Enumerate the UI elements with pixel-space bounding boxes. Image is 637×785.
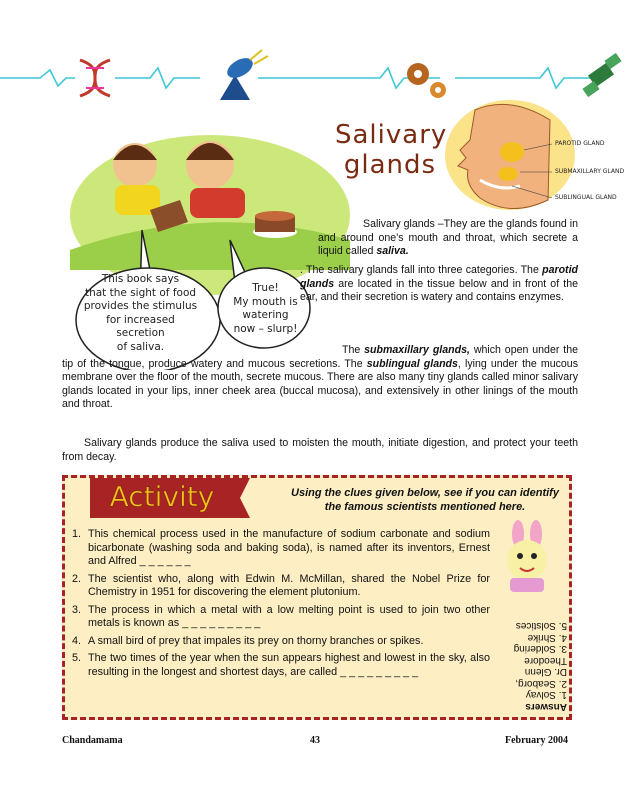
list-item <box>68 635 490 649</box>
text-run: Salivary glands –They are the glands found in and around one's mouth and throat, which secrete a liquid called <box>318 218 578 257</box>
clue-text: This chemical process used in the manufacture of sodium carbonate and sodium bicarbonate (washing soda and baking soda), is named after its inventors, Ernest and Alfred _ _ _ _ _ _ <box>88 528 490 567</box>
answer-item: 3. Soldering <box>513 643 567 655</box>
bubble-line: This book says <box>101 273 180 285</box>
satellite-icon <box>582 53 621 97</box>
paragraph-submaxillary <box>62 344 578 412</box>
text-run: , lying under the mucous membrane over the floor of the mouth, secrete mucous. There are also many tiny glands called minor salivary glands located in your lips, inner cheek area (buccal mucosa), and extensively in other linings of the mouth and throat. <box>62 357 578 410</box>
text-run: which open under the tip of the tongue, produce watery and mucous secretions. The <box>62 344 578 370</box>
rabbit-icon <box>490 520 565 595</box>
bubble-line: for increased <box>106 313 175 326</box>
label-submaxillary: SUBMAXILLARY GLAND <box>555 168 625 175</box>
salivary-gland-diagram <box>440 100 630 220</box>
paragraph-intro <box>318 218 578 259</box>
term-submaxillary: submaxillary glands, <box>364 344 470 356</box>
text-run: are located in the tissue below and in front of the ear, and their secretion is watery and contains enzymes. <box>300 277 578 303</box>
page-title <box>335 120 448 180</box>
paragraph-function: Salivary glands produce the saliva used to moisten the mouth, initiate digestion, and protect your teeth from decay. <box>62 437 578 463</box>
answer-item: 1. Solvay <box>525 689 567 701</box>
clue-number: 2. <box>72 572 82 585</box>
footer-publication: Chandamama <box>62 735 123 746</box>
bubble-line: provides the stimulus <box>83 300 198 312</box>
clue-text: A small bird of prey that impales its prey on thorny branches or spikes. <box>88 634 424 647</box>
answer-item: 4. Shrike <box>527 632 567 643</box>
answer-item: 2. Seaborg, <box>515 678 567 689</box>
title-line-2: glands <box>343 150 437 180</box>
list-item <box>68 604 490 631</box>
clue-number: 1. <box>72 528 82 540</box>
clue-text: The two times of the year when the sun appears highest and lowest in the sky, also resulting in the longest and shortest days, are called _ _ _ _ _ _ _ _ _ <box>88 652 490 678</box>
text-run: The <box>342 344 365 356</box>
bubble-line: True! <box>252 282 279 294</box>
bubble-line: watering <box>242 309 289 321</box>
list-item <box>68 528 490 569</box>
dna-icon <box>75 58 115 98</box>
answer-item: 5. Solstices <box>515 620 567 632</box>
list-item <box>68 652 490 679</box>
paragraph-categories <box>300 264 578 305</box>
gear-icon <box>407 63 446 98</box>
answer-item: Theodore <box>524 655 567 666</box>
bubble-line: My mouth is <box>233 295 298 308</box>
label-sublingual: SUBLINGUAL GLAND <box>555 194 617 201</box>
bubble-line: that the sight of food <box>84 286 197 299</box>
text-run: . The salivary glands fall into three categories. The <box>300 264 543 276</box>
activity-intro: Using the clues given below, see if you can identify the famous scientists mentioned here. <box>291 487 559 513</box>
answers-title: Answers <box>525 701 567 712</box>
answers-block <box>495 600 567 712</box>
bubble-line: secretion <box>116 327 165 339</box>
clue-text: The process in which a metal with a low melting point is used to join two other metals is known as _ _ _ _ _ _ _ _ _ <box>88 603 490 629</box>
clue-text: The scientist who, along with Edwin M. McMillan, shared the Nobel Prize for Chemistry in 1951 for discovering the element plutonium. <box>88 572 490 598</box>
term-saliva: saliva. <box>376 245 409 257</box>
head-illustration <box>440 100 630 220</box>
clue-number: 4. <box>72 634 82 647</box>
term-sublingual: sublingual glands <box>366 357 458 370</box>
term-parotid: parotid glands <box>300 264 578 290</box>
bubble-line: of saliva. <box>116 340 165 353</box>
list-item <box>68 573 490 600</box>
clue-number: 3. <box>72 603 82 616</box>
speech-bubble-right <box>228 282 303 336</box>
activity-heading: Activity <box>109 480 215 513</box>
answer-item: Dr. Glenn <box>524 666 567 678</box>
clue-list <box>68 528 490 683</box>
satellite-dish-icon <box>220 50 268 100</box>
label-parotid: PAROTID GLAND <box>555 140 605 147</box>
speech-bubble-left <box>78 273 203 354</box>
page-number: 43 <box>310 735 320 746</box>
clue-number: 5. <box>72 652 82 664</box>
bubble-line: now – slurp! <box>233 322 298 335</box>
footer-date: February 2004 <box>505 735 569 746</box>
title-line-1: Salivary <box>335 120 448 150</box>
